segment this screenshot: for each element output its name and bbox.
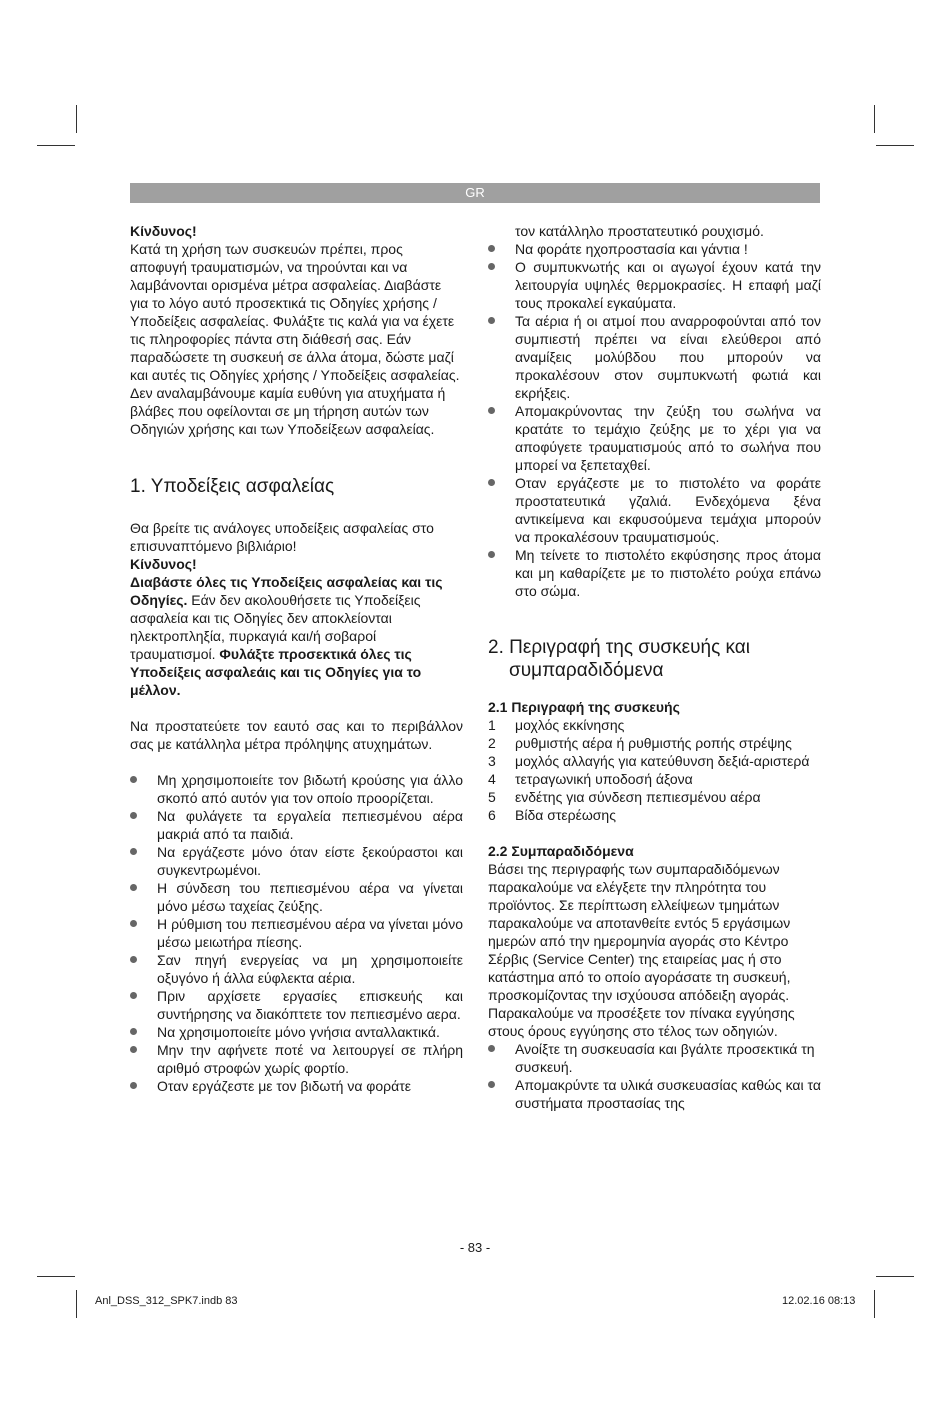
crop-mark [76, 1290, 77, 1318]
list-item [488, 752, 821, 770]
part-number: 6 [488, 807, 496, 823]
list-item [488, 806, 821, 824]
crop-mark [876, 145, 914, 146]
list-item: Απομακρύνοντας την ζεύξη του σωλήνα να κρατάτε το τεμάχιο ζεύξης με το χέρι για να αποφύγετε τραυματισμούς από το σωλήνα που μπορεί να ξεπεταχθεί. [488, 402, 821, 474]
list-item: Οταν εργάζεστε με το πιστολέτο να φοράτε προστατευτικά γζαλιά. Ενδεχόμενα ξένα αντικείμενα και εκφυσούμενα τεμάχια μπορούν να προκαλέσουν τραυματισμούς. [488, 474, 821, 546]
list-item: Μη χρησιμοποιείτε τον βιδωτή κρούσης για άλλο σκοπό από αυτόν για τον οποίο προορίζεται. [130, 771, 463, 807]
part-number: 2 [488, 735, 496, 751]
read-instructions [130, 573, 463, 699]
part-label: ρυθμιστής αέρα ή ρυθμιστής ροπής στρέψης [515, 735, 792, 751]
list-item: Ο συμπυκνωτής και οι αγωγοί έχουν κατά την λειτουργία υψηλές θερμοκρασίες. Η επαφή μαζί τους προκαλεί εγκαύματα. [488, 258, 821, 312]
language-header: GR [130, 183, 820, 203]
danger2-title: Κίνδυνος! [130, 556, 197, 572]
list-item: Ανοίξτε τη συσκευασία και βγάλτε προσεκτικά τη συσκευή. [488, 1040, 821, 1076]
continuation-text: τον κατάλληλο προστατευτικό ρουχισμό. [515, 223, 764, 239]
part-label: τετραγωνική υποδοσή άξονα [515, 771, 693, 787]
subsection-2-1-title: 2.1 Περιγραφή της συσκευής [488, 699, 680, 715]
footer-file-info: Anl_DSS_312_SPK7.indb 83 [95, 1295, 238, 1307]
list-item: Οταν εργάζεστε με τον βιδωτή να φοράτε [130, 1077, 463, 1095]
part-number: 1 [488, 717, 496, 733]
crop-mark [874, 105, 875, 133]
list-item [488, 770, 821, 788]
part-number: 4 [488, 771, 496, 787]
list-item [488, 788, 821, 806]
crop-mark [37, 145, 75, 146]
section-1-title: 1. Υποδείξεις ασφαλείας [130, 476, 335, 497]
parts-list [488, 716, 821, 824]
page-number: - 83 - [459, 1240, 491, 1255]
protect-text: Να προστατεύετε τον εαυτό σας και το περιβάλλον σας με κατάλληλα μέτρα πρόληψης ατυχημάτων. [130, 718, 463, 752]
crop-mark [876, 1276, 914, 1277]
subsection-2-2-title: 2.2 Συμπαραδιδόμενα [488, 843, 634, 859]
keep-bold: Φυλάξτε προσεκτικά όλες τις Υποδείξεις ασφαλεάις και τις Οδηγίες για το μέλλον. [130, 646, 422, 698]
footer-date: 12.02.16 08:13 [782, 1295, 856, 1307]
section-2-title: 2. Περιγραφή της συσκευής και συμπαραδιδόμενα [488, 637, 750, 681]
part-label: μοχλός εκκίνησης [515, 717, 625, 733]
read-normal: Εάν δεν ακολουθήσετε τις Υποδείξεις ασφαλεία και τις Οδηγίες δεν αποκλείονται ηλεκτροπληξία, πυρκαγιά και/ή σοβαροί τραυματισμοί. [130, 592, 421, 662]
scope-of-delivery-text: Βάσει της περιγραφής των συμπαραδιδόμενων παρακαλούμε να ελέγξετε την πληρότητα του προϊόντος. Σε περίπτωση ελλείψεων τμημάτων παρακαλούμε να αποτανθείτε εντός 5 εργάσιμων ημερών από την ημερομηνία αγοράς στο Κέντρο Σέρβις (Service Center) της εταιρείας μας ή στο κατάστημα από το οποίο αγοράσατε τη συσκευή, προσκομίζοντας την ισχύουσα απόδειξη αγοράς. Παρακαλούμε να προσέξετε τον πίνακα εγγύησης στους όρους εγγύησης στο τέλος των οδηγιών. [488, 861, 795, 1039]
list-item: Να φοράτε ηχοπροστασία και γάντια ! [488, 240, 821, 258]
list-item: Μη τείνετε το πιστολέτο εκφύσησης προς άτομα και μη καθαρίζετε με το πιστολέτο ρούχα επάνω στο σώμα. [488, 546, 821, 600]
danger-title: Κίνδυνος! [130, 223, 197, 239]
list-item [488, 716, 821, 734]
list-item [488, 734, 821, 752]
intro-text: Θα βρείτε τις ανάλογες υποδείξεις ασφαλείας στο επισυναπτόμενο βιβλιάριο! [130, 520, 434, 554]
left-column [130, 222, 463, 1095]
part-number: 5 [488, 789, 496, 805]
crop-mark [76, 105, 77, 133]
danger-text: Κατά τη χρήση των συσκευών πρέπει, προς αποφυγή τραυματισμών, να τηρούνται και να λαμβάνονται ορισμένα μέτρα ασφαλείας. Διαβάστε για το λόγο αυτό προσεκτικά τις Οδηγίες χρήσης / Υποδείξεις ασφαλείας. Φυλάξτε τις καλά για να έχετε τις πληροφορίες πάντα στη διάθεσή σας. Εάν παραδώσετε τη συσκευή σε άλλα άτομα, δώστε μαζί και αυτές τις Οδηγίες χρήσης / Υποδείξεις ασφαλείας. Δεν αναλαμβάνουμε καμία ευθύνη για ατυχήματα ή βλάβες που οφείλονται σε μη τήρηση αυτών των Οδηγιών χρήσης και των Υποδείξεων ασφαλείας. [130, 241, 460, 437]
list-item: Πριν αρχίσετε εργασίες επισκευής και συντήρησης να διακόπτετε τον πεπιεσμένο αερα. [130, 987, 463, 1023]
part-label: μοχλός αλλαγής για κατεύθυνση δεξιά-αριστερά [515, 753, 810, 769]
list-item: Να χρησιμοποιείτε μόνο γνήσια ανταλλακτικά. [130, 1023, 463, 1041]
part-label: Βίδα στερέωσης [515, 807, 616, 823]
right-column [488, 222, 821, 1112]
list-item: Σαν πηγή ενεργείας να μη χρησιμοποιείτε οξυγόνο ή άλλα εύφλεκτα αέρια. [130, 951, 463, 987]
crop-mark [37, 1276, 75, 1277]
unpacking-list [488, 1040, 821, 1112]
list-item: Να εργάζεστε μόνο όταν είστε ξεκούραστοι και συγκεντρωμένοι. [130, 843, 463, 879]
part-number: 3 [488, 753, 496, 769]
list-item: Η ρύθμιση του πεπιεσμένου αέρα να γίνεται μόνο μέσω μειωτήρα πίεσης. [130, 915, 463, 951]
crop-mark [874, 1290, 875, 1318]
list-item: Απομακρύντε τα υλικά συσκευασίας καθώς και τα συστήματα προστασίας της [488, 1076, 821, 1112]
list-item: Τα αέρια ή οι ατμοί που αναρροφούνται από τον συμπιεστή πρέπει να είναι ελεύθεροι από αναμίξεις μολύβδου που μπορούν να προκαλέσουν στον συμπυκνωτή φωτιά και εκρήξεις. [488, 312, 821, 402]
list-item: Η σύνδεση του πεπιεσμένου αέρα να γίνεται μόνο μέσω ταχείας ζεύξης. [130, 879, 463, 915]
safety-list-continued [488, 240, 821, 600]
list-item: Μην την αφήνετε ποτέ να λειτουργεί σε πλήρη αριθμό στροφών χωρίς φορτίο. [130, 1041, 463, 1077]
list-item: Να φυλάγετε τα εργαλεία πεπιεσμένου αέρα μακριά από τα παιδιά. [130, 807, 463, 843]
safety-list [130, 771, 463, 1095]
read-bold: Διαβάστε όλες τις Υποδείξεις ασφαλείας και τις Οδηγίες. [130, 574, 443, 608]
part-label: ενδέτης για σύνδεση πεπιεσμένου αέρα [515, 789, 761, 805]
